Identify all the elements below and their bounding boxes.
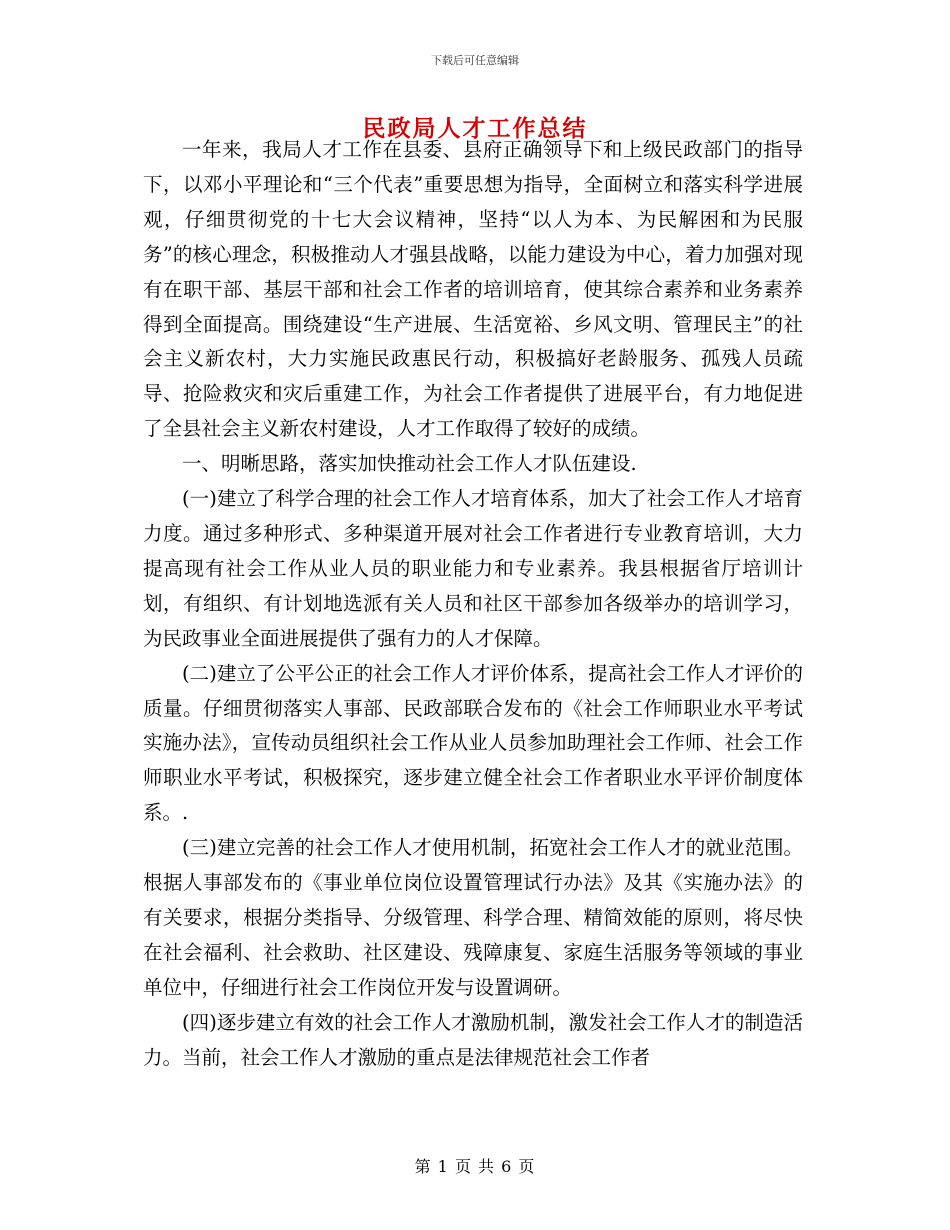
document-body bbox=[143, 133, 803, 1075]
paragraph-item-3: (三)建立完善的社会工作人才使用机制，拓宽社会工作人才的就业范围。根据人事部发布的《事业单位岗位设置管理试行办法》及其《实施办法》的有关要求，根据分类指导、分级管理、科学合理、精简效能的原则，将尽快在社会福利、社会救助、社区建设、残障康复、家庭生活服务等领域的事业单位中，仔细进行社会工作岗位开发与设置调研。 bbox=[143, 836, 803, 999]
paragraph-item-4: (四)逐步建立有效的社会工作人才激励机制，激发社会工作人才的制造活力。当前，社会工作人才激励的重点是法律规范社会工作者 bbox=[143, 1010, 803, 1069]
page-number-footer: 第 1 页 共 6 页 bbox=[414, 1157, 536, 1176]
paragraph-intro: 一年来，我局人才工作在县委、县府正确领导下和上级民政部门的指导下，以邓小平理论和“三个代表”重要思想为指导，全面树立和落实科学进展观，仔细贯彻党的十七大会议精神，坚持“以人为本、为民解困和为民服务”的核心理念，积极推动人才强县战略，以能力建设为中心，着力加强对现有在职干部、基层干部和社会工作者的培训培育，使其综合素养和业务素养得到全面提高。围绕建设“生产进展、生活宽裕、乡风文明、管理民主”的社会主义新农村，大力实施民政惠民行动，积极搞好老龄服务、孤残人员疏导、抢险救灾和灾后重建工作，为社会工作者提供了进展平台，有力地促进了全县社会主义新农村建设，人才工作取得了较好的成绩。 bbox=[143, 138, 803, 441]
document-title: 民政局人才工作总结 bbox=[362, 115, 588, 142]
paragraph-item-1: (一)建立了科学合理的社会工作人才培育体系，加大了社会工作人才培育力度。通过多种形式、多种渠道开展对社会工作者进行专业教育培训，大力提高现有社会工作从业人员的职业能力和专业素养。我县根据省厅培训计划，有组织、有计划地选派有关人员和社区干部参加各级举办的培训学习，为民政事业全面进展提供了强有力的人才保障。 bbox=[143, 487, 803, 650]
paragraph-section-heading: 一、明晰思路，落实加快推动社会工作人才队伍建设. bbox=[182, 452, 637, 476]
page-header-note: 下载后可任意编辑 bbox=[431, 54, 519, 67]
paragraph-item-2: (二)建立了公平公正的社会工作人才评价体系，提高社会工作人才评价的质量。仔细贯彻落实人事部、民政部联合发布的《社会工作师职业水平考试实施办法》，宣传动员组织社会工作从业人员参加助理社会工作师、社会工作师职业水平考试，积极探究，逐步建立健全社会工作者职业水平评价制度体系。. bbox=[143, 661, 803, 825]
